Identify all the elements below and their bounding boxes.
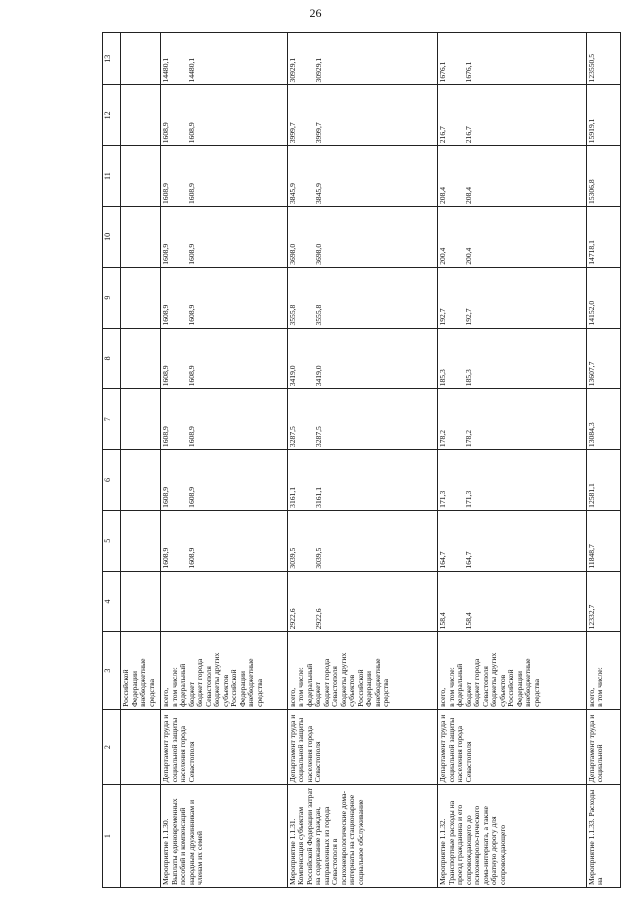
value-cell: [287, 389, 437, 450]
spacer: [297, 148, 315, 204]
spacer: [448, 35, 466, 82]
value-cell: [438, 207, 586, 268]
city-budget-value: 3555,8: [313, 304, 323, 326]
city-budget-value: 3698,0: [313, 243, 323, 265]
spacer: [297, 391, 315, 447]
continuation-value: [121, 33, 161, 85]
city-budget-value: 164,7: [464, 551, 474, 569]
total-value: 1608,9: [161, 122, 171, 144]
sources-cell: [586, 632, 620, 710]
total-value: 185,3: [438, 369, 448, 387]
city-budget-value: 1608,9: [187, 426, 197, 448]
source-line: бюджет: [186, 682, 196, 707]
spacer: [171, 391, 189, 447]
city-budget-value: 1676,1: [464, 61, 474, 83]
continuation-executor: [121, 709, 161, 784]
spacer: [448, 331, 466, 387]
source-line: внебюджетные: [246, 658, 256, 707]
spacer: [297, 209, 315, 265]
total-value: 13084,3: [586, 422, 596, 448]
value-cell: [586, 33, 620, 85]
total-value: 1608,9: [161, 243, 171, 265]
spacer: [297, 331, 315, 387]
total-value: 3999,7: [287, 122, 297, 144]
column-header-12: 12: [103, 85, 121, 146]
value-cell: [438, 571, 586, 632]
spacer: [448, 513, 466, 569]
source-line: Российской: [506, 669, 516, 707]
total-value: 12332,7: [586, 604, 596, 630]
value-cell: [287, 510, 437, 571]
city-budget-value: 178,2: [464, 429, 474, 448]
city-budget-value: 216,7: [464, 126, 474, 144]
spacer: [297, 270, 315, 326]
city-budget-value: 158,4: [464, 612, 474, 630]
column-header-6: 6: [103, 450, 121, 511]
total-value: 13607,7: [586, 361, 596, 387]
column-header-11: 11: [103, 146, 121, 207]
table-row: [161, 33, 288, 888]
value-cell: [287, 328, 437, 389]
total-value: 15919,1: [586, 118, 596, 144]
total-value: 1608,9: [161, 547, 171, 569]
value-cell: [438, 146, 586, 207]
value-cell: [161, 33, 288, 85]
total-value: 1608,9: [161, 486, 171, 508]
city-budget-value: 208,4: [464, 186, 474, 204]
column-header-9: 9: [103, 267, 121, 328]
value-cell: [586, 85, 620, 146]
value-cell: [287, 207, 437, 268]
measure-cell: Мероприятие 1.1.32. Транспортные расходы на проезд гражданина и его сопровождающего до психоневроло-гического дома-интерната, а также обратную дорогу для сопровождающего: [438, 785, 586, 888]
source-line: Севастополя: [480, 666, 490, 707]
source-line: средства: [531, 679, 541, 707]
city-budget-value: 3287,5: [313, 426, 323, 448]
city-budget-value: 1608,9: [187, 547, 197, 569]
continuation-value: [121, 207, 161, 268]
value-cell: [438, 85, 586, 146]
source-line: в том числе:: [296, 667, 306, 707]
spacer: [297, 35, 315, 82]
source-line: внебюджетные: [138, 658, 148, 707]
source-line: всего,: [161, 687, 171, 707]
city-budget-value: 3999,7: [313, 122, 323, 144]
total-value: 15306,8: [586, 179, 596, 204]
spacer: [297, 513, 315, 569]
value-cell: [586, 571, 620, 632]
value-cell: [438, 450, 586, 511]
value-cell: [586, 389, 620, 450]
city-budget-value: 2922,6: [313, 608, 323, 630]
column-header-3: 3: [103, 632, 121, 710]
value-cell: [161, 450, 288, 511]
city-budget-value: 3039,5: [313, 547, 323, 569]
city-budget-value: 3161,1: [313, 486, 323, 508]
total-value: 178,2: [438, 429, 448, 448]
continuation-measure: [121, 785, 161, 888]
city-budget-value: 3419,0: [313, 365, 323, 387]
city-budget-value: 1608,9: [187, 243, 197, 265]
spacer: [297, 87, 315, 143]
city-budget-value: 1608,9: [187, 365, 197, 387]
value-cell: [287, 85, 437, 146]
source-line: бюджет города: [195, 658, 205, 707]
source-line: всего,: [287, 687, 297, 707]
city-budget-value: 192,7: [464, 308, 474, 326]
spacer: [171, 209, 189, 265]
value-cell: [161, 328, 288, 389]
source-line: федеральный: [455, 663, 465, 707]
value-cell: [161, 207, 288, 268]
total-value: 158,4: [438, 612, 448, 630]
spacer: [297, 574, 315, 630]
source-line: бюджет города: [472, 658, 482, 707]
source-line: бюджет: [463, 682, 473, 707]
source-line: внебюджетные: [372, 658, 382, 707]
total-value: 1608,9: [161, 365, 171, 387]
city-budget-value: 185,3: [464, 369, 474, 387]
total-value: 3287,5: [287, 426, 297, 448]
total-value: 3039,5: [287, 547, 297, 569]
total-value: 3698,0: [287, 243, 297, 265]
column-header-2: 2: [103, 709, 121, 784]
spacer: [171, 35, 189, 82]
source-line: всего,: [438, 687, 448, 707]
source-line: в том числе:: [446, 667, 456, 707]
value-cell: [586, 450, 620, 511]
budget-table: [102, 32, 621, 888]
table-row: [438, 33, 586, 888]
executor-cell: Департамент труда и социальной защиты населения города Севастополя: [438, 709, 586, 784]
source-line: Российской: [355, 669, 365, 707]
value-cell: [586, 510, 620, 571]
source-line: внебюджетные: [523, 658, 533, 707]
value-cell: [161, 267, 288, 328]
spacer: [448, 452, 466, 508]
continuation-value: [121, 389, 161, 450]
spacer: [448, 209, 466, 265]
executor-cell: Департамент труда и социальной защиты населения города Севастополя: [161, 709, 288, 784]
source-line: Федерации: [237, 671, 247, 707]
total-value: 11848,7: [586, 544, 596, 569]
value-cell: [586, 207, 620, 268]
sources-cell: [161, 632, 288, 710]
city-budget-value: 1608,9: [187, 304, 197, 326]
spacer: [448, 574, 466, 630]
table-row: [287, 33, 437, 888]
value-cell: [438, 33, 586, 85]
source-line: Федерации: [514, 671, 524, 707]
value-cell: [438, 510, 586, 571]
total-value: 3845,9: [287, 183, 297, 204]
measure-cell: Мероприятие 1.1.31. Компенсация субъектам Российской Федерации затрат на содержание граждан, направленных из города Севастополя в психоневрологические дома-интернаты на стационарное социальное обслуживание: [287, 785, 437, 888]
continuation-value: [121, 510, 161, 571]
column-header-1: 1: [103, 785, 121, 888]
source-line: средства: [146, 679, 156, 707]
page-number: 26: [309, 6, 322, 20]
total-value: 208,4: [438, 186, 448, 204]
table-row: [586, 33, 620, 888]
source-line: Российской: [229, 669, 239, 707]
spacer: [171, 148, 189, 204]
city-budget-value: 200,4: [464, 247, 474, 265]
executor-cell: Департамент труда и социальной защиты населения города Севастополя: [287, 709, 437, 784]
continuation-value: [121, 571, 161, 632]
sources-cell: [287, 632, 437, 710]
sources-cell: [438, 632, 586, 710]
spacer: [448, 270, 466, 326]
total-value: 14718,1: [586, 240, 596, 265]
source-line: средства: [254, 679, 264, 707]
value-cell: [438, 267, 586, 328]
continuation-row: [121, 33, 161, 888]
source-line: Севастополя: [330, 666, 340, 707]
value-cell: [161, 85, 288, 146]
value-cell: [161, 389, 288, 450]
total-value: 171,3: [438, 490, 448, 508]
total-value: 14480,1: [161, 57, 171, 83]
value-cell: [586, 146, 620, 207]
source-line: субъектов: [347, 674, 357, 707]
city-budget-value: 1608,9: [187, 183, 197, 204]
source-line: средства: [381, 679, 391, 707]
value-cell: [161, 146, 288, 207]
value-cell: [161, 571, 288, 632]
continuation-value: [121, 267, 161, 328]
spacer: [171, 513, 189, 569]
column-header-4: 4: [103, 571, 121, 632]
value-cell: [438, 389, 586, 450]
header-row: [103, 33, 121, 888]
total-value: 1676,1: [438, 61, 448, 83]
source-line: бюджеты других: [338, 652, 348, 707]
spacer: [171, 270, 189, 326]
measure-cell: Мероприятие 1.1.30. Выплаты единовременных пособий и компенсаций народным дружинникам и членам их семей: [161, 785, 288, 888]
continuation-sources: [121, 632, 161, 710]
source-line: Федерации: [129, 671, 139, 707]
total-value: 30929,1: [287, 57, 297, 83]
executor-cell: Департамент труда и социальной: [586, 709, 620, 784]
source-line: федеральный: [178, 663, 188, 707]
source-line: бюджет города: [321, 658, 331, 707]
source-line: в том числе:: [595, 667, 605, 707]
value-cell: [287, 267, 437, 328]
continuation-value: [121, 146, 161, 207]
spacer: [171, 87, 189, 143]
total-value: 164,7: [438, 551, 448, 569]
total-value: 200,4: [438, 247, 448, 265]
total-value: 12581,1: [586, 483, 596, 508]
measure-cell: Мероприятие 1.1.33. Расходы на: [586, 785, 620, 888]
source-line: в том числе:: [169, 667, 179, 707]
value-cell: [287, 33, 437, 85]
total-value: 192,7: [438, 308, 448, 326]
value-cell: [287, 146, 437, 207]
total-value: 1608,9: [161, 183, 171, 204]
source-line: бюджеты других: [489, 652, 499, 707]
total-value: 2922,6: [287, 608, 297, 630]
city-budget-value: 30929,1: [313, 57, 323, 83]
city-budget-value: 1608,9: [187, 486, 197, 508]
spacer: [171, 331, 189, 387]
total-value: 1608,9: [161, 426, 171, 448]
source-line: бюджет: [313, 682, 323, 707]
continuation-value: [121, 328, 161, 389]
total-value: 3419,0: [287, 365, 297, 387]
column-header-5: 5: [103, 510, 121, 571]
spacer: [448, 87, 466, 143]
column-header-7: 7: [103, 389, 121, 450]
rotated-page-content: [102, 32, 621, 888]
city-budget-value: 1608,9: [187, 122, 197, 144]
source-line: Федерации: [364, 671, 374, 707]
column-header-8: 8: [103, 328, 121, 389]
column-header-13: 13: [103, 33, 121, 85]
total-value: 3555,8: [287, 304, 297, 326]
city-budget-value: 3845,9: [313, 183, 323, 204]
total-value: 216,7: [438, 126, 448, 144]
source-line: субъектов: [497, 674, 507, 707]
column-header-10: 10: [103, 207, 121, 268]
spacer: [171, 452, 189, 508]
source-line: всего,: [586, 687, 596, 707]
source-line: Российской: [121, 669, 131, 707]
source-line: федеральный: [304, 663, 314, 707]
continuation-value: [121, 85, 161, 146]
value-cell: [287, 571, 437, 632]
value-cell: [586, 267, 620, 328]
value-cell: [586, 328, 620, 389]
spacer: [297, 452, 315, 508]
value-cell: [287, 450, 437, 511]
city-budget-value: 171,3: [464, 490, 474, 508]
continuation-value: [121, 450, 161, 511]
total-value: 3161,1: [287, 486, 297, 508]
source-line: Севастополя: [203, 666, 213, 707]
source-line: бюджеты других: [212, 652, 222, 707]
total-value: 14152,0: [586, 300, 596, 326]
value-cell: [438, 328, 586, 389]
spacer: [448, 391, 466, 447]
city-budget-value: 14480,1: [187, 57, 197, 83]
value-cell: [161, 510, 288, 571]
total-value: 1608,9: [161, 304, 171, 326]
total-value: 123550,5: [586, 53, 596, 83]
source-line: субъектов: [220, 674, 230, 707]
spacer: [448, 148, 466, 204]
